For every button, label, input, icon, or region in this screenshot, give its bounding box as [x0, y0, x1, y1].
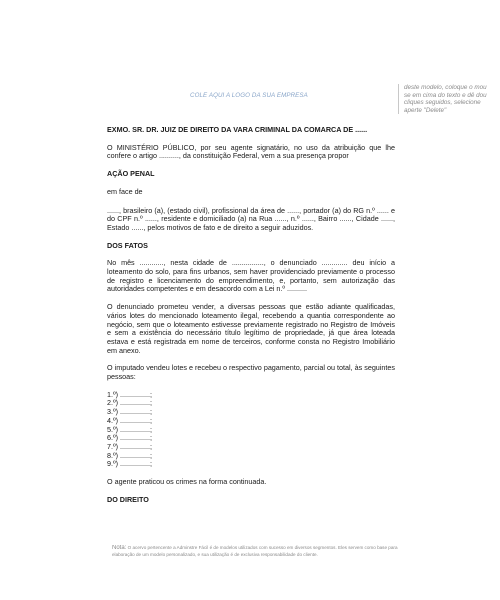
note-text: O acervo pertencente a Adminstre Fácil é de modelos utilizados com sucesso em diversos segmentos. Eles servem como base para elaboração de um modelo personalizado, e sua utilização é de exclusiva responsabilidade do cliente. — [112, 545, 398, 557]
facts-title: DOS FATOS — [107, 240, 148, 250]
facts-paragraph-3: O imputado vendeu lotes e recebeu o respectivo pagamento, parcial ou total, às seguintes pessoas: — [107, 363, 395, 382]
addressee-heading: EXMO. SR. DR. JUIZ DE DIREITO DA VARA CRIMINAL DA COMARCA DE ...... — [107, 125, 368, 134]
action-title: AÇÃO PENAL — [107, 169, 155, 179]
list-item: 2.º) ...............; — [107, 398, 152, 408]
list-item: 5.º) ...............; — [107, 424, 152, 434]
law-title: DO DIREITO — [107, 494, 149, 504]
list-item: 4.º) ...............; — [107, 415, 152, 425]
hint-line: se em cima do texto e dê dou — [404, 91, 487, 99]
list-item: 9.º) ...............; — [107, 459, 152, 469]
hint-line: cliques seguidos, selecione — [404, 99, 481, 107]
document-body — [107, 126, 395, 505]
list-item: 8.º) ...............; — [107, 450, 152, 460]
facts-paragraph-2: O denunciado prometeu vender, a diversas pessoas que estão adiante qualificadas, vários lotes do mencionado loteamento ilegal, recebendo a quantia correspondente ao negócio, sem que o loteamento estivesse previamente registrado no Registro de Imóveis e sem a existência do necessário título legítimo de propriedade, já que área loteada estava e está registrada em nome de terceiros, conforme consta no Registro Imobiliário em anexo. — [107, 302, 395, 355]
buyers-list — [107, 391, 395, 469]
list-item: 3.º) ...............; — [107, 407, 152, 417]
footer-note — [112, 545, 402, 567]
hint-line: apertе "Delete" — [404, 106, 447, 114]
defendant-paragraph: ......, brasileiro (a), (estado civil), profissional da área de ......, portador (a) do RG n.º ...... e do CPF n.º ......, residente e domiciliado (a) na Rua ......, n.º ......, Bairro ......, Cidade ......, Estado ......, pelos motivos de fato e de direito a seguir aduzidos. — [107, 205, 395, 232]
list-item: 1.º) ...............; — [107, 389, 152, 399]
instruction-hint — [398, 84, 500, 114]
list-item: 6.º) ...............; — [107, 433, 152, 443]
against-line: em face de — [107, 186, 143, 196]
intro-paragraph: O MINISTÉRIO PÚBLICO, por seu agente signatário, no uso da atribuição que lhe confere o artigo .........., da constituição Federal, vem a sua presença propor — [107, 142, 395, 161]
continued-crime-paragraph: O agente praticou os crimes na forma continuada. — [107, 477, 267, 487]
note-label: Nota: — [112, 545, 127, 551]
facts-paragraph-1: No mês ............, nesta cidade de ................, o denunciado ............. deu início a loteamento do solo, para fins urbanos, sem haver providenciado previamente o processo de registro e licenciamento do empreendimento, e, portanto, sem autorização das autoridades competentes e em desacordo com a Lei n.º .......... — [107, 258, 395, 294]
hint-line: deste modelo, coloque o mou — [404, 84, 487, 91]
list-item: 7.º) ...............; — [107, 441, 152, 451]
logo-placeholder: COLE AQUI A LOGO DA SUA EMPRESA — [190, 92, 308, 99]
